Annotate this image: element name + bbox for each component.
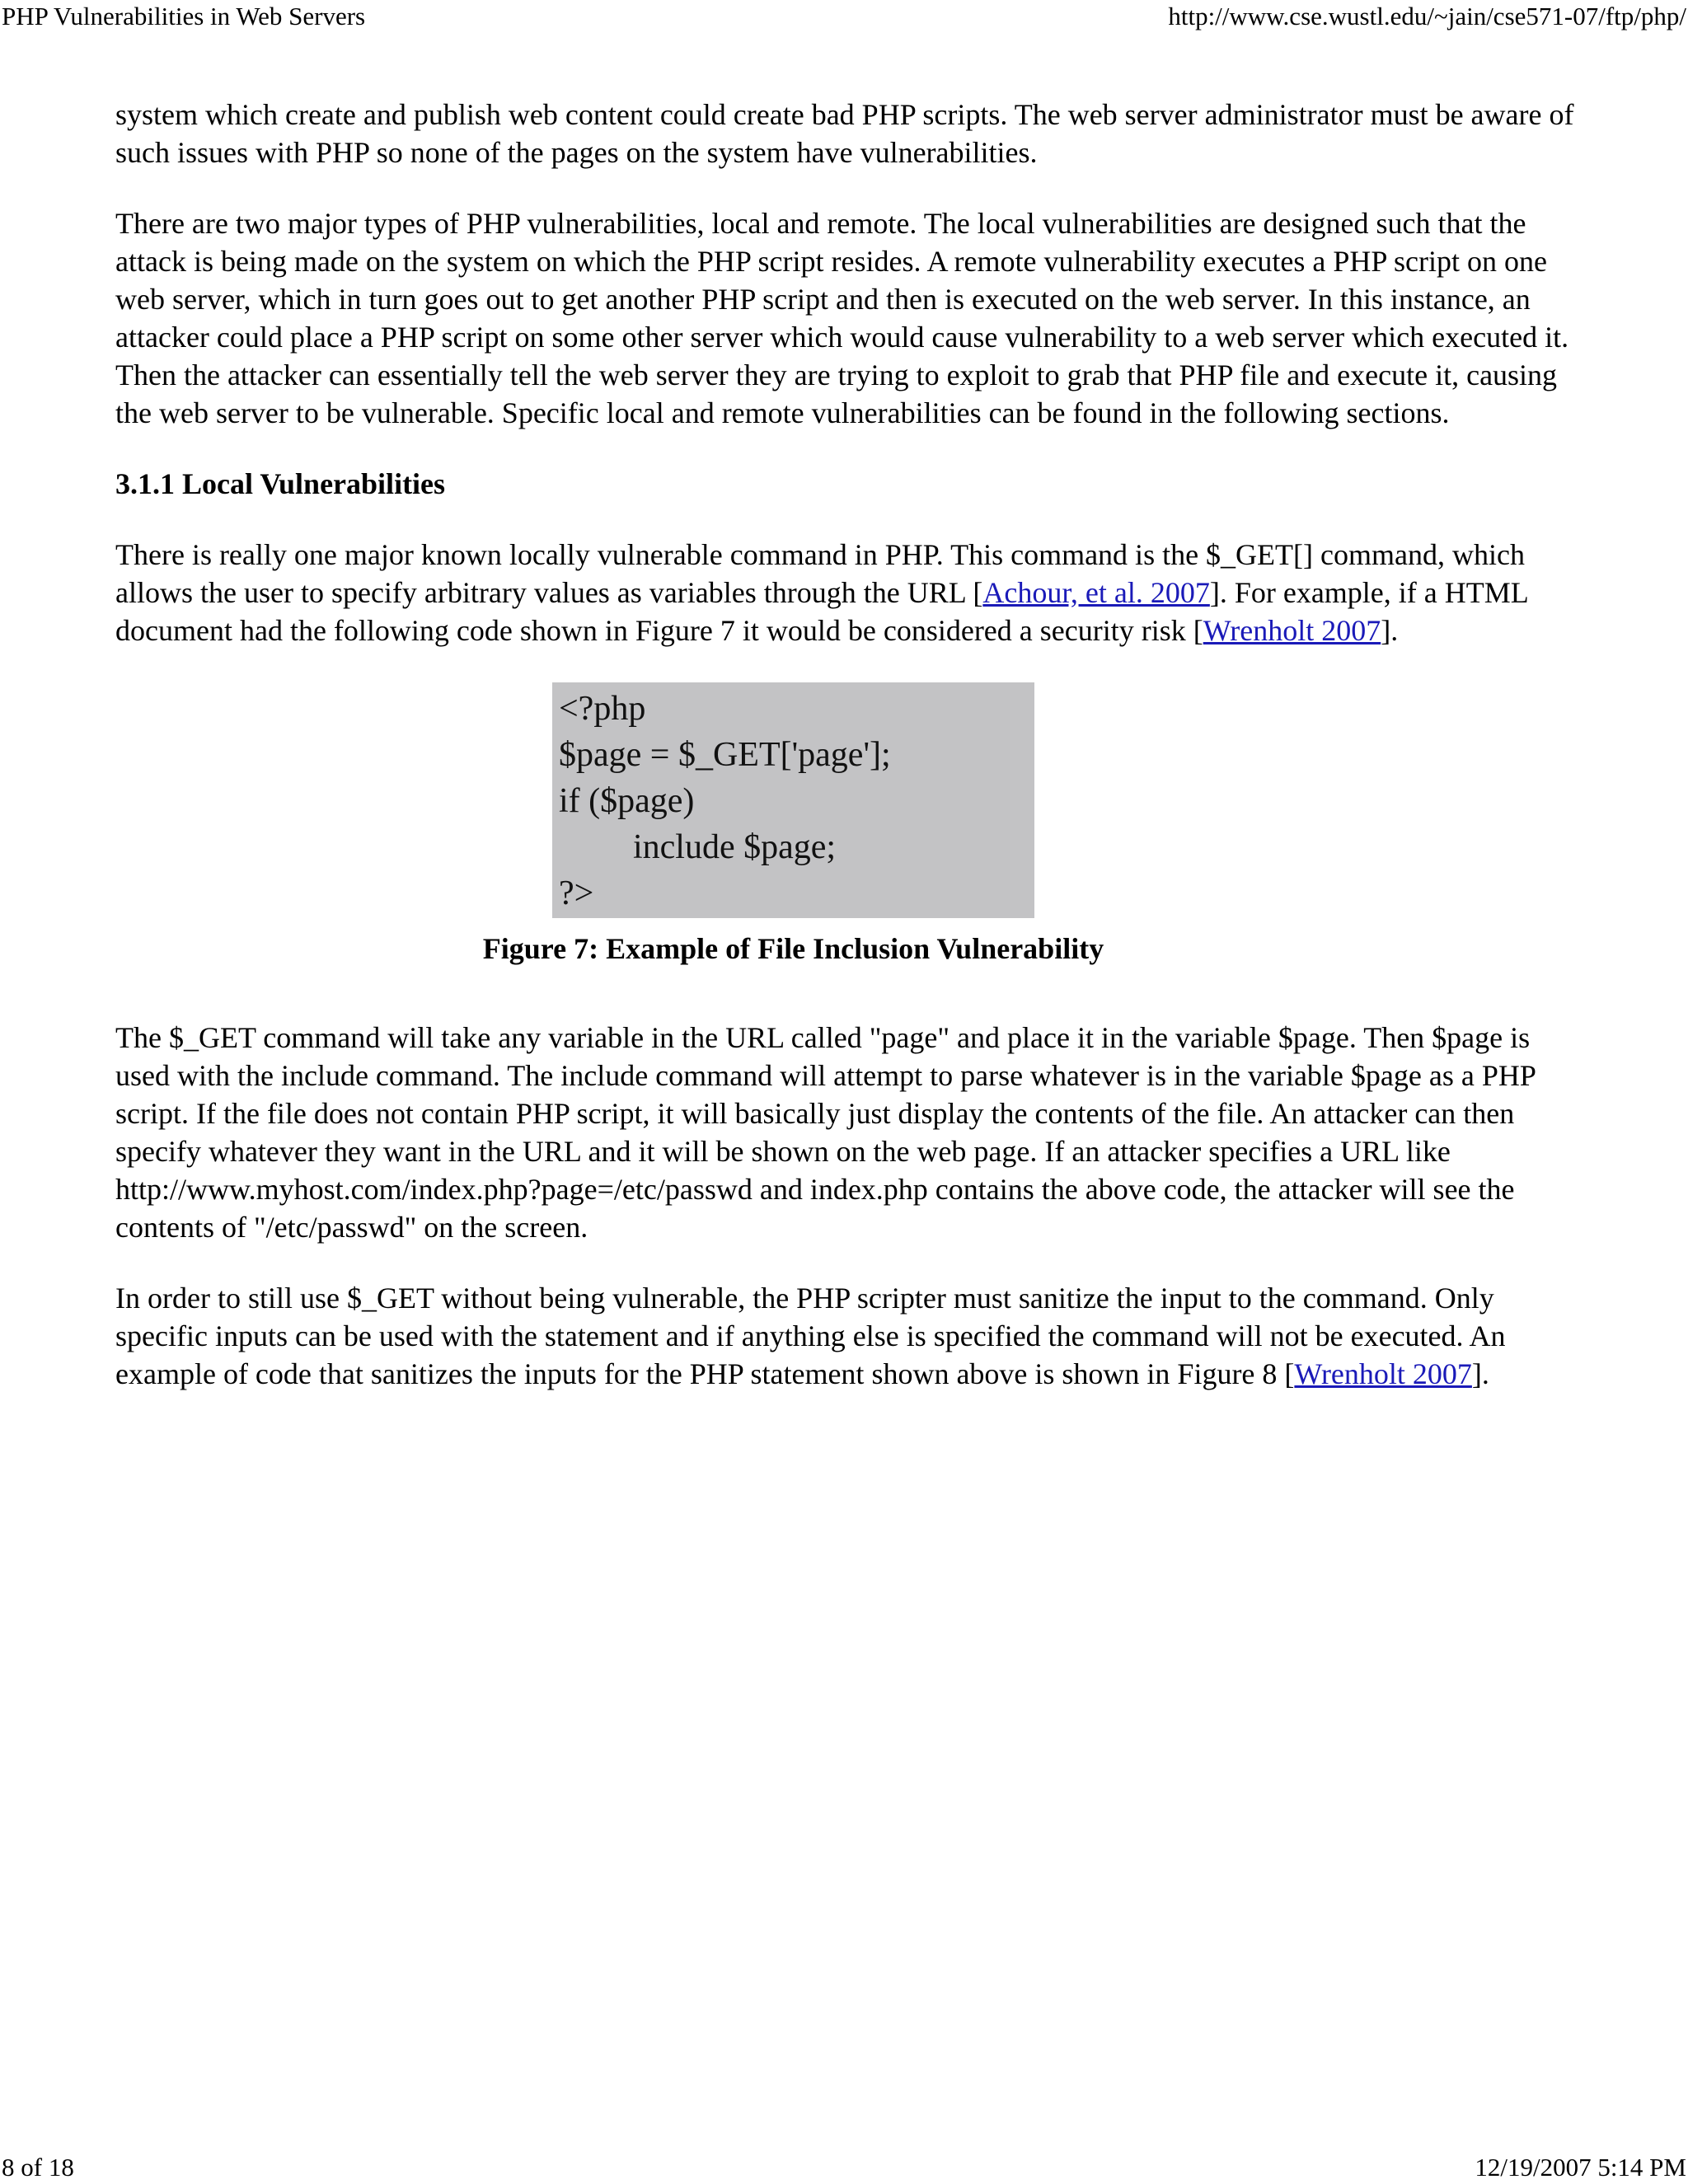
page-content bbox=[115, 96, 1578, 1426]
page-number: 8 of 18 bbox=[2, 2153, 74, 2182]
reference-link-wrenholt[interactable]: Wrenholt 2007 bbox=[1294, 1357, 1472, 1390]
paragraph-get-command bbox=[115, 536, 1578, 649]
code-snippet-image bbox=[552, 682, 1034, 918]
code-line: include $page; bbox=[633, 828, 837, 866]
reference-link-wrenholt[interactable]: Wrenholt 2007 bbox=[1203, 614, 1381, 647]
code-line: <?php bbox=[559, 690, 646, 728]
code-line: $page = $_GET['page']; bbox=[559, 736, 891, 774]
code-line: if ($page) bbox=[559, 782, 695, 820]
figure-7 bbox=[115, 682, 1578, 968]
section-heading-local-vulnerabilities: 3.1.1 Local Vulnerabilities bbox=[115, 467, 446, 500]
print-header bbox=[0, 0, 1688, 33]
paragraph-text: In order to still use $_GET without being vulnerable, the PHP scripter must sanitize the input to the command. Only specific inputs can be used with the statement and if anything else is specified the command will not be executed. An example of code that sanitizes the inputs for the PHP statement shown above is shown in Figure 8 [ bbox=[115, 1282, 1506, 1390]
paragraph-intro: system which create and publish web content could create bad PHP scripts. The web server administrator must be aware of such issues with PHP so none of the pages on the system have vulnerabilities. bbox=[115, 98, 1574, 169]
document-url: http://www.cse.wustl.edu/~jain/cse571-07/ftp/php/ bbox=[1168, 2, 1686, 30]
figure-caption: Figure 7: Example of File Inclusion Vulnerability bbox=[482, 932, 1104, 965]
paragraph-text: ]. For example, if a HTML document had the following code shown in Figure 7 it would be considered a security risk [ bbox=[115, 576, 1528, 647]
paragraph-text: There is really one major known locally vulnerable command in PHP. This command is the $_GET[] command, which allows the user to specify arbitrary values as variables through the URL [ bbox=[115, 538, 1525, 609]
paragraph-vulnerability-types: There are two major types of PHP vulnerabilities, local and remote. The local vulnerabilities are designed such that the attack is being made on the system on which the PHP script resides. A remote vulnerability executes a PHP script on one web server, which in turn goes out to get another PHP script and then is executed on the web server. In this instance, an attacker could place a PHP script on some other server which would cause vulnerability to a web server which executed it. Then the attacker can essentially tell the web server they are trying to exploit to grab that PHP file and execute it, causing the web server to be vulnerable. Specific local and remote vulnerabilities can be found in the following sections. bbox=[115, 207, 1569, 429]
document-title: PHP Vulnerabilities in Web Servers bbox=[2, 2, 366, 30]
reference-link-achour[interactable]: Achour, et al. 2007 bbox=[982, 576, 1210, 609]
paragraph-text: ]. bbox=[1381, 614, 1399, 647]
print-footer bbox=[0, 2151, 1688, 2184]
print-datetime: 12/19/2007 5:14 PM bbox=[1475, 2153, 1686, 2182]
paragraph-sanitize bbox=[115, 1279, 1578, 1393]
paragraph-text: ]. bbox=[1471, 1357, 1489, 1390]
paragraph-get-explanation: The $_GET command will take any variable in the URL called "page" and place it in the variable $page. Then $page is used with the include command. The include command will attempt to parse whatever is in the variable $page as a PHP script. If the file does not contain PHP script, it will basically just display the contents of the file. An attacker can then specify whatever they want in the URL and it will be shown on the web page. If an attacker specifies a URL like http://www.myhost.com/index.php?page=/etc/passwd and index.php contains the above code, the attacker will see the contents of "/etc/passwd" on the screen. bbox=[115, 1021, 1536, 1244]
code-line: ?> bbox=[559, 874, 594, 912]
